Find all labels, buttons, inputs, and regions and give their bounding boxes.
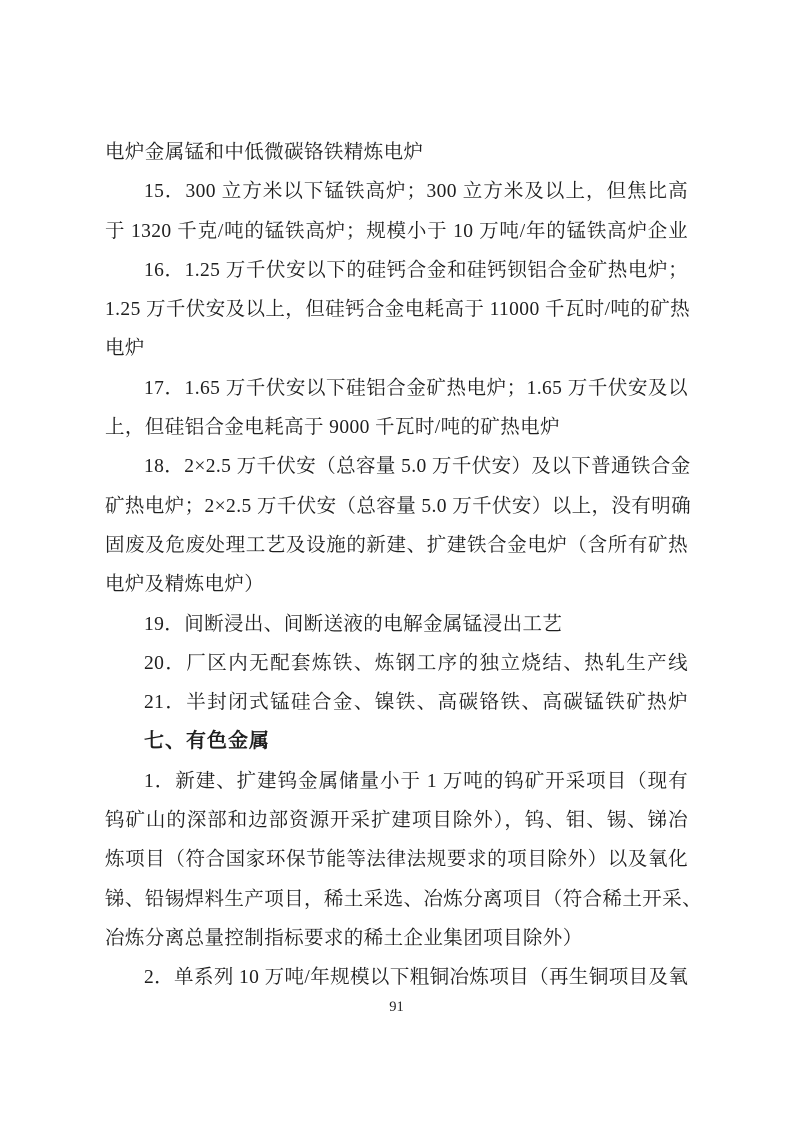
list-item-nonferrous-2: [105, 958, 688, 997]
text-line: 1.25 万千伏安及以上，但硅钙合金电耗高于 11000 千瓦时/吨的矿热: [105, 299, 690, 321]
text-line: 19．间断浸出、间断送液的电解金属锰浸出工艺: [144, 613, 563, 635]
list-item-18: [105, 447, 692, 604]
text-line: 上，但硅铝合金电耗高于 9000 千瓦时/吨的矿热电炉: [105, 417, 560, 439]
list-item-nonferrous-1: [105, 762, 703, 958]
text-line: 锑、铅锡焊料生产项目，稀土采选、冶炼分离项目（符合稀土开采、: [105, 888, 703, 910]
text-line: 1．新建、扩建钨金属储量小于 1 万吨的钨矿开采项目（现有: [144, 770, 688, 792]
section-heading-nonferrous-metals: [105, 722, 688, 761]
text-line: 冶炼分离总量控制指标要求的稀土企业集团项目除外）: [105, 927, 583, 949]
text-line: 矿热电炉；2×2.5 万千伏安（总容量 5.0 万千伏安）以上，没有明确: [105, 495, 692, 517]
continuation-paragraph: [105, 133, 688, 172]
list-item-20: [105, 644, 688, 683]
text-line: 17．1.65 万千伏安以下硅铝合金矿热电炉；1.65 万千伏安及以: [144, 377, 688, 399]
text-line: 15．300 立方米以下锰铁高炉；300 立方米及以上，但焦比高: [144, 181, 688, 203]
text-line: 2．单系列 10 万吨/年规模以下粗铜冶炼项目（再生铜项目及氧: [144, 967, 689, 989]
text-line: 20．厂区内无配套炼铁、炼钢工序的独立烧结、热轧生产线: [144, 652, 688, 674]
text-line: 电炉: [105, 338, 145, 360]
text-line: 于 1320 千克/吨的锰铁高炉；规模小于 10 万吨/年的锰铁高炉企业: [105, 220, 688, 242]
list-item-19: [105, 605, 688, 644]
text-block: [105, 133, 703, 998]
section-heading-text: 七、有色金属: [144, 730, 270, 753]
text-line: 炼项目（符合国家环保节能等法律法规要求的项目除外）以及氧化: [105, 849, 688, 871]
text-line: 21．半封闭式锰硅合金、镍铁、高碳铬铁、高碳锰铁矿热炉: [144, 692, 688, 714]
text-line: 电炉及精炼电炉）: [105, 574, 265, 596]
text-line: 钨矿山的深部和边部资源开采扩建项目除外），钨、钼、锡、锑冶: [105, 810, 688, 832]
list-item-16: [105, 251, 688, 369]
list-item-15: [105, 172, 688, 251]
list-item-21: [105, 683, 688, 722]
text-line: 固废及危废处理工艺及设施的新建、扩建铁合金电炉（含所有矿热: [105, 534, 688, 556]
page-number: 91: [389, 999, 404, 1015]
list-item-17: [105, 369, 688, 448]
text-line: 18．2×2.5 万千伏安（总容量 5.0 万千伏安）及以下普通铁合金: [144, 456, 691, 478]
text-line: 电炉金属锰和中低微碳铬铁精炼电炉: [105, 142, 424, 163]
text-line: 16．1.25 万千伏安以下的硅钙合金和硅钙钡铝合金矿热电炉；: [144, 259, 688, 281]
